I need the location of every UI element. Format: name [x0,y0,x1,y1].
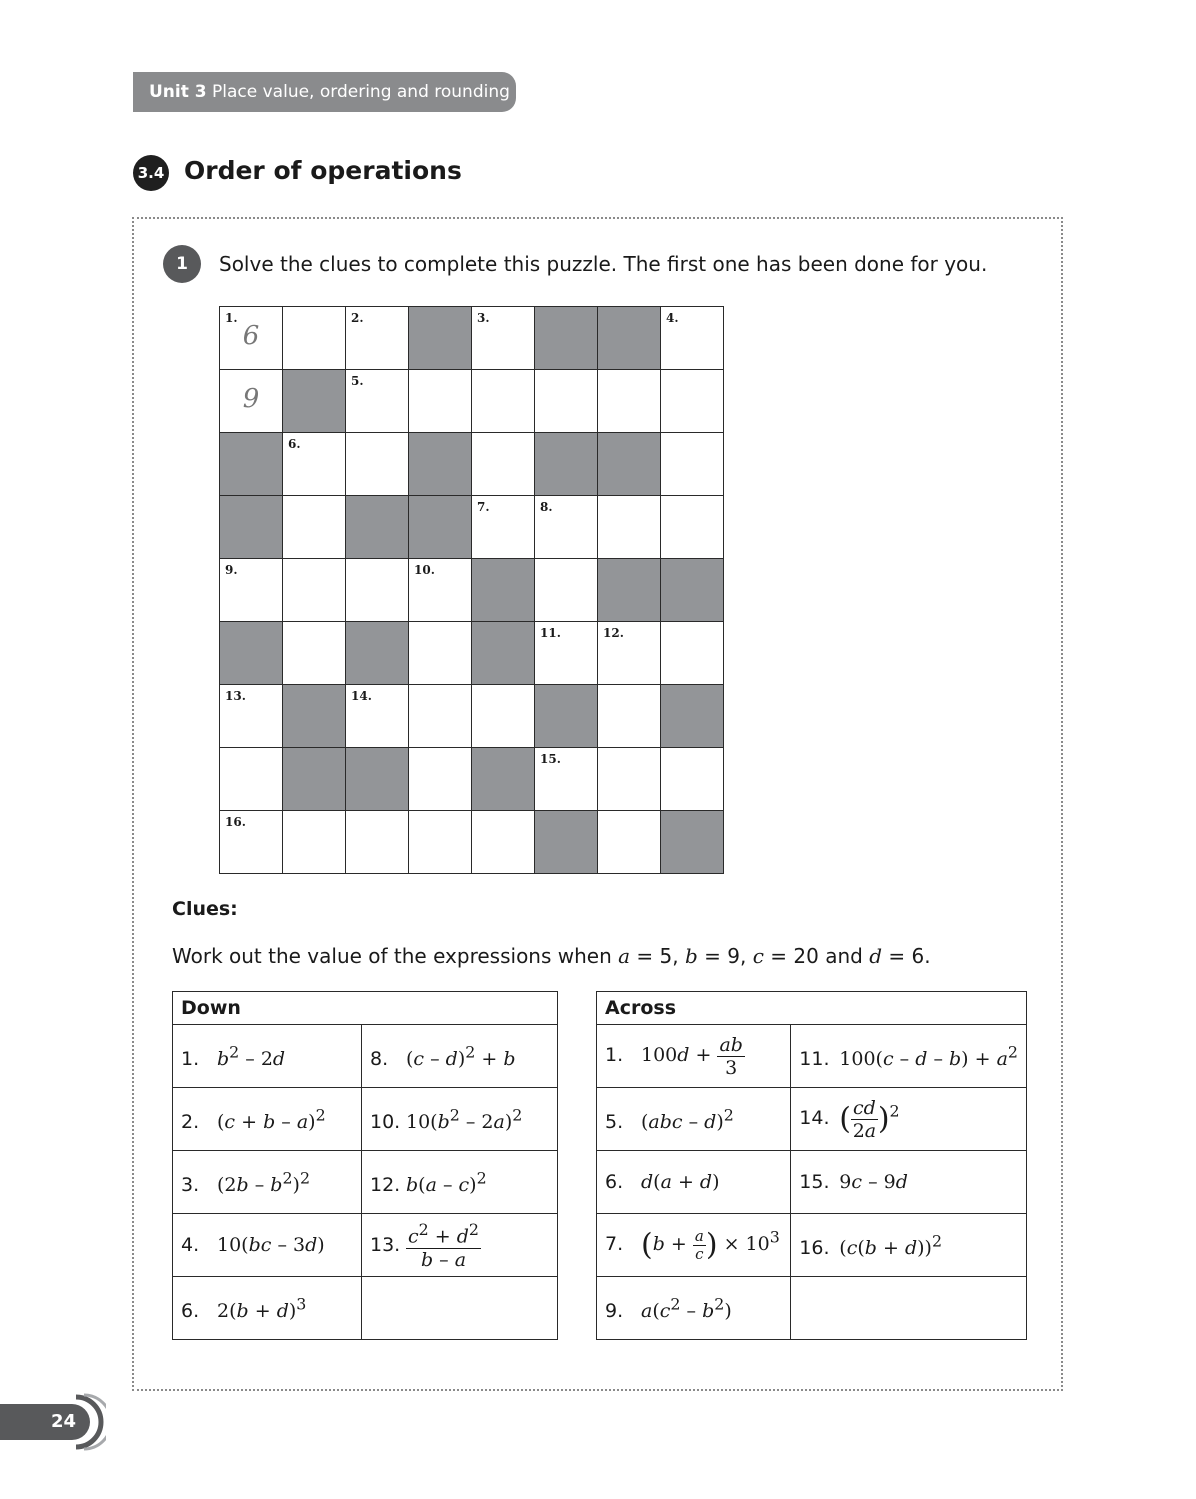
grid-cell[interactable] [598,496,661,559]
grid-cell-blocked [661,559,724,622]
across-clue-5: 5. (abc – d)$^2$ [597,1088,791,1151]
grid-cell[interactable] [220,685,283,748]
grid-cell-blocked [283,685,346,748]
grid-cell[interactable] [220,559,283,622]
grid-cell[interactable] [283,559,346,622]
unit-header [133,72,516,112]
grid-cell-blocked [346,748,409,811]
grid-cell[interactable] [661,622,724,685]
grid-cell[interactable] [661,748,724,811]
grid-cell-blocked [283,748,346,811]
grid-cell-number: 9. [225,563,238,577]
grid-cell[interactable] [598,811,661,874]
grid-cell[interactable] [409,370,472,433]
grid-cell-number: 14. [351,689,372,703]
grid-cell-blocked [409,307,472,370]
grid-row [220,748,724,811]
grid-cell[interactable] [661,307,724,370]
grid-cell-blocked [535,811,598,874]
down-clues-table [172,991,558,1340]
down-clue-6: 6. $2(b + d)^3$ [173,1277,362,1340]
grid-cell-number: 8. [540,500,553,514]
grid-cell-blocked [409,433,472,496]
unit-title: Place value, ordering and rounding [212,82,510,102]
across-clue-1: 1. 100d + $\frac{ab}{3}$ [597,1025,791,1088]
crossword-grid [219,306,724,874]
grid-cell-blocked [598,307,661,370]
grid-cell[interactable] [283,622,346,685]
down-heading: Down [173,992,558,1025]
grid-cell-number: 3. [477,311,490,325]
grid-cell[interactable] [346,559,409,622]
down-clue-4: 4. 10(bc – 3d) [173,1214,362,1277]
grid-cell[interactable] [472,433,535,496]
grid-cell[interactable] [346,433,409,496]
grid-cell[interactable] [472,685,535,748]
grid-cell[interactable] [661,433,724,496]
across-clue-16: 16. $(c(b + d))^2$ [791,1214,1027,1277]
grid-cell-number: 7. [477,500,490,514]
page-arc-decoration [62,1393,106,1451]
grid-cell-blocked [661,685,724,748]
grid-cell-blocked [409,496,472,559]
grid-cell-answer: 9 [242,384,260,414]
grid-cell[interactable] [283,433,346,496]
grid-cell[interactable] [220,307,283,370]
grid-cell-blocked [283,370,346,433]
grid-cell-blocked [598,559,661,622]
grid-cell[interactable] [535,622,598,685]
grid-cell-number: 12. [603,626,624,640]
grid-row [220,685,724,748]
grid-cell-number: 11. [540,626,561,640]
grid-row [220,307,724,370]
down-clue-empty [362,1277,558,1340]
down-clue-3: 3. $(2b - b^2)^2$ [173,1151,362,1214]
grid-cell-blocked [535,685,598,748]
grid-cell[interactable] [598,622,661,685]
grid-cell[interactable] [472,811,535,874]
across-heading: Across [597,992,1027,1025]
grid-cell[interactable] [409,748,472,811]
grid-cell[interactable] [472,496,535,559]
grid-cell[interactable] [535,370,598,433]
grid-cell[interactable] [220,748,283,811]
grid-cell-blocked [220,622,283,685]
grid-cell-blocked [661,811,724,874]
grid-cell[interactable] [346,811,409,874]
grid-cell-blocked [472,559,535,622]
clues-heading: Clues: [172,898,238,920]
down-clue-1: 1. $b^2 - 2d$ [173,1025,362,1088]
section-number-badge: 3.4 [133,155,169,191]
question-text: Solve the clues to complete this puzzle. The first one has been done for you. [219,252,988,276]
grid-cell-blocked [598,433,661,496]
grid-row [220,496,724,559]
grid-cell[interactable] [598,748,661,811]
grid-cell-blocked [472,622,535,685]
question-number-badge: 1 [163,245,201,283]
grid-cell[interactable] [346,307,409,370]
grid-cell[interactable] [220,370,283,433]
across-clue-empty [791,1277,1027,1340]
down-clue-8: 8. (c – d)$^2$ + b [362,1025,558,1088]
grid-cell[interactable] [409,685,472,748]
grid-cell[interactable] [472,307,535,370]
grid-cell[interactable] [220,811,283,874]
grid-cell-answer: 6 [242,321,260,351]
grid-row [220,622,724,685]
page-number: 24 [0,1404,90,1440]
grid-cell-number: 15. [540,752,561,766]
grid-cell[interactable] [535,559,598,622]
across-clue-6: 6. d(a + d) [597,1151,791,1214]
across-clue-7: 7. (b + $\frac{a}{c}$ ) × $10^3$ [597,1214,791,1277]
grid-cell-blocked [472,748,535,811]
grid-row [220,433,724,496]
grid-cell[interactable] [346,370,409,433]
grid-cell-number: 16. [225,815,246,829]
down-clue-13: 13. $\frac{c^2 + d^2}{b - a}$ [362,1214,558,1277]
grid-cell[interactable] [283,307,346,370]
grid-cell[interactable] [661,370,724,433]
grid-cell[interactable] [346,685,409,748]
grid-cell-blocked [220,496,283,559]
down-clue-2: 2. $(c + b - a)^2$ [173,1088,362,1151]
down-clue-12: 12. b(a – c)$^2$ [362,1151,558,1214]
across-clue-14: 14. ( $\frac{cd}{2a}$ )$^2$ [791,1088,1027,1151]
grid-cell-number: 13. [225,689,246,703]
grid-cell-number: 6. [288,437,301,451]
grid-row [220,559,724,622]
grid-cell[interactable] [661,496,724,559]
unit-label: Unit 3 [149,82,207,102]
grid-cell-blocked [220,433,283,496]
grid-cell[interactable] [283,496,346,559]
grid-cell[interactable] [409,811,472,874]
section-title: Order of operations [184,156,462,185]
across-clues-table [596,991,1027,1340]
grid-cell[interactable] [598,370,661,433]
grid-cell[interactable] [283,811,346,874]
across-clue-11: 11. $100(c - d - b) + a^2$ [791,1025,1027,1088]
down-clue-10: 10. $10(b^2 - 2a)^2$ [362,1088,558,1151]
grid-cell-number: 5. [351,374,364,388]
grid-cell[interactable] [409,559,472,622]
grid-cell-blocked [346,622,409,685]
grid-cell[interactable] [472,370,535,433]
grid-cell-blocked [535,433,598,496]
grid-cell[interactable] [535,496,598,559]
grid-cell-number: 4. [666,311,679,325]
grid-cell[interactable] [598,685,661,748]
grid-cell-blocked [346,496,409,559]
grid-cell-number: 10. [414,563,435,577]
grid-cell-blocked [535,307,598,370]
across-clue-15: 15. 9c – 9d [791,1151,1027,1214]
grid-row [220,370,724,433]
grid-cell-number: 2. [351,311,364,325]
grid-cell-number: 1. [225,311,238,325]
grid-cell[interactable] [535,748,598,811]
clues-intro: Work out the value of the expressions when a = 5, b = 9, c = 20 and d = 6. [172,944,931,968]
grid-cell[interactable] [409,622,472,685]
across-clue-9: 9. $a(c^2 - b^2)$ [597,1277,791,1340]
grid-row [220,811,724,874]
